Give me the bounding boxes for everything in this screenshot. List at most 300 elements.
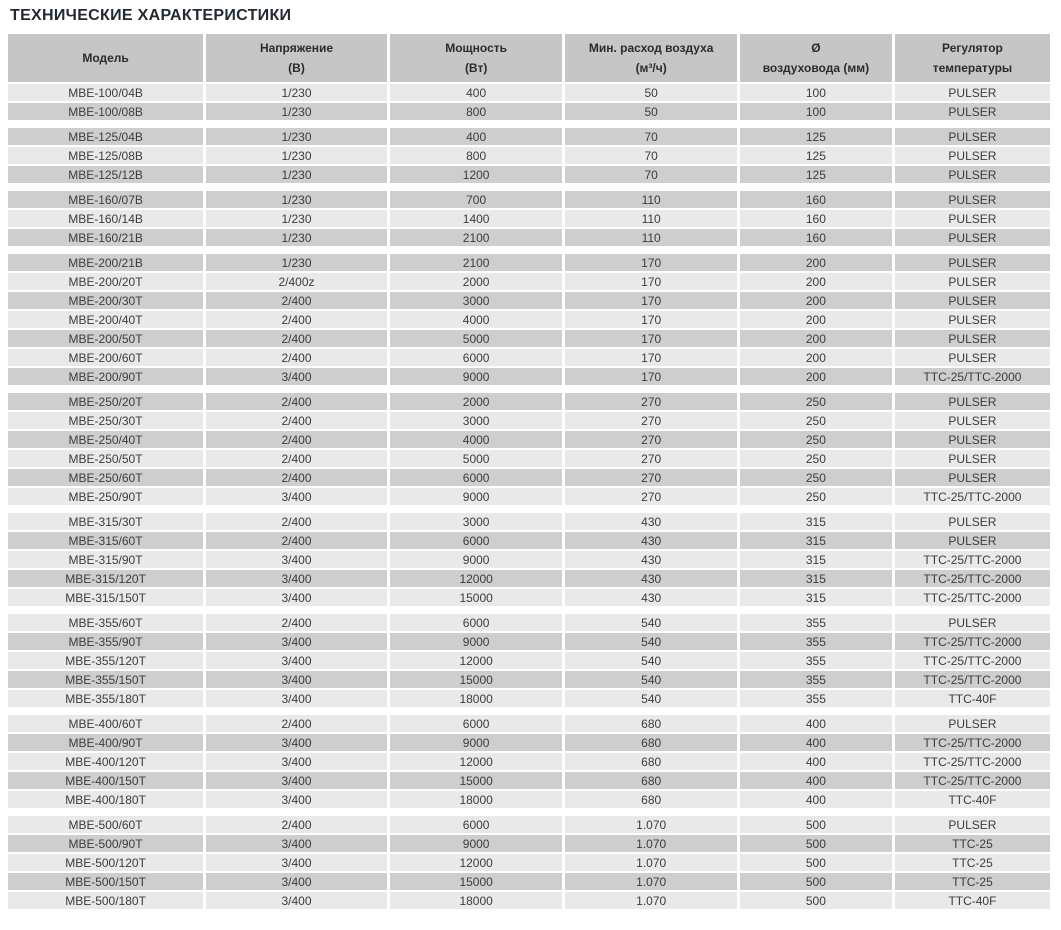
cell-duct: 200 [740, 330, 892, 347]
column-header-airflow [565, 34, 737, 82]
table-row [8, 816, 1050, 833]
cell-model: MBE-355/180T [8, 690, 203, 707]
cell-voltage: 3/400 [206, 570, 387, 587]
cell-power: 400 [390, 128, 563, 145]
table-row [8, 412, 1050, 429]
group-separator-cell [8, 185, 1050, 189]
cell-airflow: 70 [565, 166, 737, 183]
cell-regulator: TTC-25/TTC-2000 [895, 734, 1050, 751]
cell-model: MBE-250/40T [8, 431, 203, 448]
cell-airflow: 170 [565, 311, 737, 328]
page [0, 7, 1061, 911]
cell-airflow: 1.070 [565, 816, 737, 833]
cell-model: MBE-355/60T [8, 614, 203, 631]
cell-model: MBE-500/90T [8, 835, 203, 852]
cell-regulator: PULSER [895, 229, 1050, 246]
cell-voltage: 1/230 [206, 254, 387, 271]
group-separator [8, 185, 1050, 189]
cell-regulator: TTC-25 [895, 835, 1050, 852]
cell-duct: 500 [740, 816, 892, 833]
cell-regulator: PULSER [895, 614, 1050, 631]
cell-power: 9000 [390, 368, 563, 385]
table-row [8, 835, 1050, 852]
cell-duct: 200 [740, 349, 892, 366]
cell-duct: 355 [740, 633, 892, 650]
cell-model: MBE-400/120T [8, 753, 203, 770]
cell-regulator: TTC-25/TTC-2000 [895, 570, 1050, 587]
cell-airflow: 170 [565, 349, 737, 366]
cell-regulator: TTC-25/TTC-2000 [895, 772, 1050, 789]
cell-regulator: PULSER [895, 292, 1050, 309]
group-separator-cell [8, 248, 1050, 252]
cell-voltage: 2/400 [206, 393, 387, 410]
table-row [8, 210, 1050, 227]
cell-power: 4000 [390, 311, 563, 328]
column-header-model [8, 34, 203, 82]
table-row [8, 103, 1050, 120]
group-separator-cell [8, 387, 1050, 391]
cell-voltage: 1/230 [206, 166, 387, 183]
cell-model: MBE-200/60T [8, 349, 203, 366]
cell-duct: 200 [740, 273, 892, 290]
cell-model: MBE-355/120T [8, 652, 203, 669]
cell-voltage: 1/230 [206, 103, 387, 120]
table-row [8, 715, 1050, 732]
table-row [8, 254, 1050, 271]
cell-voltage: 2/400 [206, 330, 387, 347]
cell-power: 12000 [390, 854, 563, 871]
cell-power: 15000 [390, 671, 563, 688]
cell-regulator: PULSER [895, 84, 1050, 101]
cell-duct: 200 [740, 254, 892, 271]
cell-airflow: 270 [565, 469, 737, 486]
cell-airflow: 540 [565, 633, 737, 650]
cell-regulator: PULSER [895, 210, 1050, 227]
cell-duct: 250 [740, 469, 892, 486]
cell-regulator: PULSER [895, 191, 1050, 208]
cell-model: MBE-315/60T [8, 532, 203, 549]
cell-voltage: 1/230 [206, 210, 387, 227]
cell-power: 6000 [390, 816, 563, 833]
cell-voltage: 3/400 [206, 892, 387, 909]
cell-voltage: 3/400 [206, 589, 387, 606]
cell-airflow: 430 [565, 513, 737, 530]
cell-model: MBE-200/40T [8, 311, 203, 328]
column-header-power-unit: (Вт) [464, 61, 488, 75]
cell-airflow: 1.070 [565, 873, 737, 890]
cell-airflow: 270 [565, 450, 737, 467]
table-row [8, 229, 1050, 246]
table-row [8, 273, 1050, 290]
cell-airflow: 1.070 [565, 854, 737, 871]
cell-duct: 315 [740, 589, 892, 606]
table-row [8, 854, 1050, 871]
cell-duct: 400 [740, 715, 892, 732]
cell-regulator: TTC-25/TTC-2000 [895, 633, 1050, 650]
cell-airflow: 270 [565, 488, 737, 505]
table-row [8, 551, 1050, 568]
column-header-airflow-unit: (м³/ч) [635, 61, 667, 75]
cell-regulator: PULSER [895, 349, 1050, 366]
cell-duct: 100 [740, 84, 892, 101]
cell-power: 9000 [390, 835, 563, 852]
cell-regulator: TTC-25/TTC-2000 [895, 551, 1050, 568]
cell-airflow: 170 [565, 292, 737, 309]
cell-voltage: 2/400 [206, 715, 387, 732]
cell-airflow: 680 [565, 715, 737, 732]
group-separator [8, 507, 1050, 511]
cell-voltage: 3/400 [206, 551, 387, 568]
cell-duct: 125 [740, 147, 892, 164]
cell-regulator: PULSER [895, 147, 1050, 164]
cell-duct: 125 [740, 166, 892, 183]
cell-airflow: 680 [565, 772, 737, 789]
group-separator [8, 810, 1050, 814]
cell-airflow: 270 [565, 393, 737, 410]
cell-voltage: 1/230 [206, 147, 387, 164]
cell-voltage: 2/400 [206, 431, 387, 448]
cell-model: MBE-100/04B [8, 84, 203, 101]
table-row [8, 191, 1050, 208]
cell-power: 2000 [390, 393, 563, 410]
cell-power: 6000 [390, 614, 563, 631]
cell-regulator: PULSER [895, 393, 1050, 410]
specs-table [5, 32, 1053, 911]
cell-regulator: PULSER [895, 412, 1050, 429]
cell-model: MBE-500/60T [8, 816, 203, 833]
cell-voltage: 2/400 [206, 469, 387, 486]
cell-duct: 355 [740, 671, 892, 688]
cell-model: MBE-125/12B [8, 166, 203, 183]
cell-power: 400 [390, 84, 563, 101]
cell-duct: 500 [740, 854, 892, 871]
cell-airflow: 270 [565, 412, 737, 429]
cell-regulator: TTC-40F [895, 791, 1050, 808]
cell-power: 800 [390, 147, 563, 164]
cell-airflow: 540 [565, 614, 737, 631]
cell-power: 2100 [390, 254, 563, 271]
table-row [8, 753, 1050, 770]
cell-airflow: 540 [565, 690, 737, 707]
cell-power: 18000 [390, 791, 563, 808]
cell-model: MBE-315/120T [8, 570, 203, 587]
cell-power: 9000 [390, 488, 563, 505]
cell-duct: 250 [740, 412, 892, 429]
cell-voltage: 2/400 [206, 816, 387, 833]
table-row [8, 349, 1050, 366]
cell-model: MBE-250/50T [8, 450, 203, 467]
cell-voltage: 1/230 [206, 229, 387, 246]
cell-airflow: 430 [565, 551, 737, 568]
cell-duct: 100 [740, 103, 892, 120]
cell-power: 700 [390, 191, 563, 208]
cell-voltage: 2/400z [206, 273, 387, 290]
cell-power: 3000 [390, 292, 563, 309]
table-row [8, 469, 1050, 486]
cell-regulator: PULSER [895, 431, 1050, 448]
cell-duct: 160 [740, 191, 892, 208]
cell-model: MBE-200/50T [8, 330, 203, 347]
cell-power: 12000 [390, 652, 563, 669]
cell-voltage: 2/400 [206, 513, 387, 530]
cell-model: MBE-315/30T [8, 513, 203, 530]
cell-airflow: 540 [565, 671, 737, 688]
cell-power: 15000 [390, 873, 563, 890]
cell-regulator: PULSER [895, 166, 1050, 183]
cell-voltage: 3/400 [206, 690, 387, 707]
group-separator [8, 709, 1050, 713]
cell-airflow: 680 [565, 753, 737, 770]
cell-duct: 400 [740, 734, 892, 751]
table-row [8, 633, 1050, 650]
cell-model: MBE-160/07B [8, 191, 203, 208]
cell-power: 5000 [390, 450, 563, 467]
cell-duct: 400 [740, 753, 892, 770]
cell-power: 2000 [390, 273, 563, 290]
cell-airflow: 170 [565, 330, 737, 347]
cell-regulator: PULSER [895, 103, 1050, 120]
group-separator-cell [8, 810, 1050, 814]
cell-model: MBE-400/180T [8, 791, 203, 808]
cell-regulator: PULSER [895, 816, 1050, 833]
cell-regulator: TTC-25/TTC-2000 [895, 368, 1050, 385]
table-row [8, 84, 1050, 101]
column-header-power-label: Мощность [445, 40, 508, 55]
cell-power: 800 [390, 103, 563, 120]
cell-regulator: TTC-25/TTC-2000 [895, 488, 1050, 505]
cell-model: MBE-200/30T [8, 292, 203, 309]
cell-airflow: 170 [565, 368, 737, 385]
table-row [8, 393, 1050, 410]
cell-power: 18000 [390, 690, 563, 707]
cell-power: 9000 [390, 633, 563, 650]
cell-voltage: 3/400 [206, 873, 387, 890]
cell-power: 9000 [390, 551, 563, 568]
cell-voltage: 2/400 [206, 450, 387, 467]
cell-model: MBE-355/150T [8, 671, 203, 688]
cell-duct: 400 [740, 791, 892, 808]
cell-airflow: 50 [565, 84, 737, 101]
column-header-voltage-label: Напряжение [259, 40, 334, 55]
group-separator [8, 608, 1050, 612]
cell-duct: 200 [740, 311, 892, 328]
column-header-regulator [895, 34, 1050, 82]
cell-voltage: 1/230 [206, 128, 387, 145]
cell-model: MBE-160/14B [8, 210, 203, 227]
cell-regulator: TTC-40F [895, 690, 1050, 707]
group-separator [8, 248, 1050, 252]
cell-voltage: 3/400 [206, 488, 387, 505]
column-header-voltage-unit: (В) [288, 61, 305, 75]
cell-regulator: TTC-25/TTC-2000 [895, 671, 1050, 688]
cell-voltage: 3/400 [206, 633, 387, 650]
cell-duct: 315 [740, 513, 892, 530]
cell-model: MBE-315/150T [8, 589, 203, 606]
group-separator-cell [8, 122, 1050, 126]
cell-duct: 160 [740, 210, 892, 227]
cell-power: 12000 [390, 753, 563, 770]
cell-power: 15000 [390, 589, 563, 606]
cell-model: MBE-315/90T [8, 551, 203, 568]
cell-voltage: 2/400 [206, 311, 387, 328]
cell-duct: 500 [740, 873, 892, 890]
cell-power: 2100 [390, 229, 563, 246]
cell-voltage: 2/400 [206, 292, 387, 309]
table-row [8, 734, 1050, 751]
table-row [8, 652, 1050, 669]
cell-regulator: PULSER [895, 128, 1050, 145]
cell-duct: 315 [740, 551, 892, 568]
cell-duct: 200 [740, 292, 892, 309]
cell-airflow: 430 [565, 532, 737, 549]
cell-duct: 250 [740, 431, 892, 448]
table-row [8, 791, 1050, 808]
cell-voltage: 3/400 [206, 671, 387, 688]
column-header-power [390, 34, 563, 82]
column-header-voltage [206, 34, 387, 82]
table-row [8, 671, 1050, 688]
cell-regulator: PULSER [895, 532, 1050, 549]
cell-airflow: 50 [565, 103, 737, 120]
cell-model: MBE-125/04B [8, 128, 203, 145]
cell-model: MBE-400/90T [8, 734, 203, 751]
table-row [8, 128, 1050, 145]
cell-model: MBE-200/90T [8, 368, 203, 385]
cell-regulator: PULSER [895, 254, 1050, 271]
cell-power: 6000 [390, 715, 563, 732]
cell-voltage: 3/400 [206, 734, 387, 751]
column-header-model-label: Модель [82, 50, 129, 65]
cell-model: MBE-125/08B [8, 147, 203, 164]
group-separator [8, 387, 1050, 391]
cell-power: 6000 [390, 349, 563, 366]
table-row [8, 570, 1050, 587]
cell-power: 6000 [390, 469, 563, 486]
table-row [8, 368, 1050, 385]
cell-duct: 500 [740, 835, 892, 852]
diameter-icon: Ø [811, 40, 821, 55]
cell-airflow: 1.070 [565, 892, 737, 909]
cell-voltage: 2/400 [206, 349, 387, 366]
cell-model: MBE-400/60T [8, 715, 203, 732]
cell-airflow: 270 [565, 431, 737, 448]
cell-model: MBE-100/08B [8, 103, 203, 120]
cell-duct: 355 [740, 614, 892, 631]
cell-duct: 250 [740, 488, 892, 505]
cell-power: 4000 [390, 431, 563, 448]
column-header-regulator-sub: температуры [932, 61, 1013, 75]
cell-airflow: 110 [565, 191, 737, 208]
cell-regulator: TTC-25/TTC-2000 [895, 589, 1050, 606]
table-row [8, 532, 1050, 549]
cell-power: 5000 [390, 330, 563, 347]
cell-model: MBE-355/90T [8, 633, 203, 650]
cell-voltage: 3/400 [206, 791, 387, 808]
cell-model: MBE-200/21B [8, 254, 203, 271]
cell-regulator: TTC-25 [895, 873, 1050, 890]
cell-airflow: 680 [565, 791, 737, 808]
cell-duct: 200 [740, 368, 892, 385]
cell-voltage: 3/400 [206, 772, 387, 789]
table-row [8, 892, 1050, 909]
table-row [8, 147, 1050, 164]
cell-model: MBE-500/180T [8, 892, 203, 909]
table-row [8, 292, 1050, 309]
cell-duct: 250 [740, 450, 892, 467]
cell-voltage: 2/400 [206, 412, 387, 429]
cell-airflow: 70 [565, 128, 737, 145]
cell-regulator: PULSER [895, 311, 1050, 328]
column-header-duct-diameter [740, 34, 892, 82]
cell-power: 15000 [390, 772, 563, 789]
cell-voltage: 3/400 [206, 368, 387, 385]
column-header-regulator-label: Регулятор [941, 40, 1003, 55]
cell-model: MBE-250/30T [8, 412, 203, 429]
cell-airflow: 430 [565, 589, 737, 606]
table-row [8, 166, 1050, 183]
page-title: ТЕХНИЧЕСКИЕ ХАРАКТЕРИСТИКИ [10, 7, 292, 24]
cell-voltage: 3/400 [206, 854, 387, 871]
cell-regulator: TTC-25/TTC-2000 [895, 753, 1050, 770]
group-separator-cell [8, 709, 1050, 713]
column-header-duct-diameter-unit: воздуховода (мм) [762, 61, 870, 75]
table-row [8, 589, 1050, 606]
cell-regulator: TTC-25/TTC-2000 [895, 652, 1050, 669]
cell-regulator: PULSER [895, 273, 1050, 290]
cell-airflow: 70 [565, 147, 737, 164]
cell-regulator: PULSER [895, 330, 1050, 347]
cell-duct: 315 [740, 532, 892, 549]
cell-duct: 250 [740, 393, 892, 410]
cell-model: MBE-250/90T [8, 488, 203, 505]
cell-power: 18000 [390, 892, 563, 909]
cell-airflow: 110 [565, 210, 737, 227]
cell-voltage: 2/400 [206, 614, 387, 631]
column-header-airflow-label: Мин. расход воздуха [588, 40, 714, 55]
table-row [8, 513, 1050, 530]
cell-voltage: 3/400 [206, 753, 387, 770]
cell-duct: 400 [740, 772, 892, 789]
cell-power: 6000 [390, 532, 563, 549]
cell-regulator: TTC-25 [895, 854, 1050, 871]
table-row [8, 488, 1050, 505]
cell-model: MBE-500/150T [8, 873, 203, 890]
cell-regulator: PULSER [895, 513, 1050, 530]
group-separator-cell [8, 608, 1050, 612]
cell-model: MBE-400/150T [8, 772, 203, 789]
group-separator [8, 122, 1050, 126]
cell-voltage: 1/230 [206, 84, 387, 101]
cell-duct: 125 [740, 128, 892, 145]
header-row [8, 34, 1050, 82]
cell-airflow: 430 [565, 570, 737, 587]
table-row [8, 772, 1050, 789]
cell-duct: 355 [740, 690, 892, 707]
cell-power: 3000 [390, 513, 563, 530]
cell-model: MBE-200/20T [8, 273, 203, 290]
table-row [8, 690, 1050, 707]
cell-model: MBE-500/120T [8, 854, 203, 871]
cell-duct: 500 [740, 892, 892, 909]
cell-regulator: TTC-40F [895, 892, 1050, 909]
cell-airflow: 110 [565, 229, 737, 246]
cell-model: MBE-250/20T [8, 393, 203, 410]
cell-voltage: 1/230 [206, 191, 387, 208]
table-row [8, 431, 1050, 448]
cell-duct: 355 [740, 652, 892, 669]
cell-model: MBE-160/21B [8, 229, 203, 246]
cell-voltage: 3/400 [206, 652, 387, 669]
